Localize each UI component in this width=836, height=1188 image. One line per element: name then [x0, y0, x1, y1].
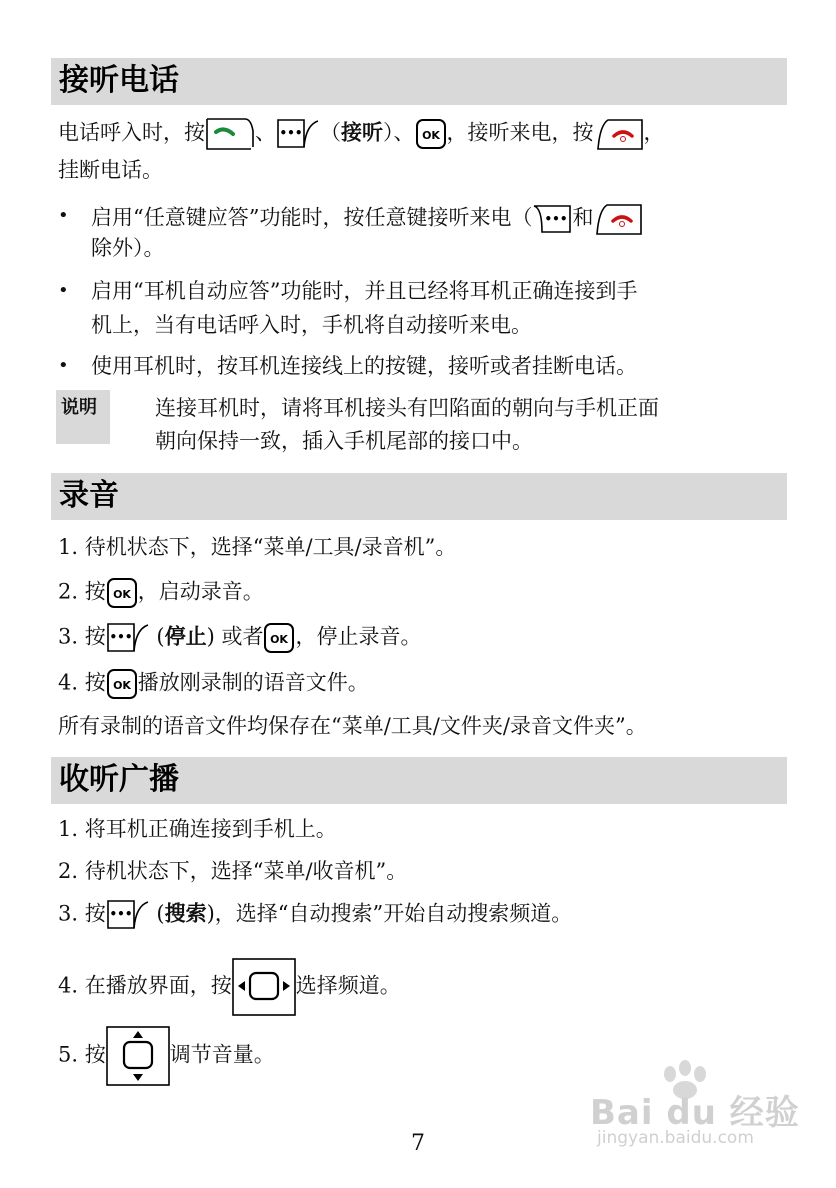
text: ，接听来电，按: [446, 120, 594, 145]
bullet-dot: •: [58, 280, 69, 301]
record-step-1: 1. 待机状态下，选择“菜单/工具/录音机”。: [58, 535, 457, 559]
left-soft-key-icon: [106, 621, 150, 655]
svg-text:•••: •••: [109, 630, 133, 644]
text: 调节音量。: [169, 1042, 275, 1067]
text: ，停止录音。: [295, 624, 422, 649]
text: 、: [255, 120, 276, 145]
text: ）、: [383, 120, 415, 145]
answer-intro-line2: 挂断电话。: [58, 158, 163, 182]
page-number: 7: [411, 1131, 425, 1156]
text: (: [149, 624, 165, 649]
svg-text:•••: •••: [544, 212, 568, 226]
svg-text:•••: •••: [279, 126, 303, 140]
record-step-2: [58, 577, 264, 609]
text: 3. 按: [58, 624, 106, 649]
section-header-record: [51, 473, 787, 520]
ok-key-icon: [415, 118, 447, 150]
text: 4. 在播放界面，按: [58, 973, 232, 998]
svg-text:OK: OK: [112, 679, 131, 692]
left-soft-key-icon: [106, 898, 150, 932]
svg-text:OK: OK: [112, 588, 131, 601]
call-key-icon: [205, 117, 255, 151]
text: ，: [643, 120, 665, 145]
bullet-dot: •: [58, 205, 69, 226]
svg-text:OK: OK: [270, 633, 289, 646]
text: 启用“任意键应答”功能时，按任意键接听来电（: [91, 205, 533, 230]
text-bold: 停止: [164, 623, 207, 649]
section-header-radio: [51, 757, 787, 804]
record-step-3: [58, 621, 421, 655]
bullet1-line1: [91, 202, 643, 236]
record-footer: 所有录制的语音文件均保存在“菜单/工具/文件夹/录音文件夹”。: [58, 714, 647, 738]
bullet-dot: •: [58, 355, 69, 376]
text: 和: [572, 205, 594, 230]
text: 播放刚录制的语音文件。: [137, 670, 369, 695]
radio-step-3: [58, 898, 572, 932]
bullet3: 使用耳机时，按耳机连接线上的按键，接听或者挂断电话。: [91, 354, 637, 378]
ok-key-icon: [106, 668, 138, 700]
nav-left-right-icon: [232, 958, 296, 1016]
section-title: 接听电话: [59, 63, 179, 98]
nav-up-down-icon: [106, 1026, 170, 1086]
text: )，选择“自动搜索”开始自动搜索频道。: [206, 901, 573, 926]
text: (: [149, 901, 165, 926]
radio-step-5: [58, 1026, 275, 1086]
note-label: 说明: [61, 397, 97, 418]
watermark-url: jingyan.baidu.com: [597, 1128, 754, 1148]
note-line1: 连接耳机时，请将耳机接头有凹陷面的朝向与手机正面: [155, 396, 659, 420]
section-title: 录音: [59, 478, 119, 513]
svg-text:•••: •••: [109, 907, 133, 921]
text-bold: 搜索: [164, 900, 207, 926]
bullet2-line1: 启用“耳机自动应答”功能时，并且已经将耳机正确连接到手: [91, 279, 638, 303]
text: 4. 按: [58, 670, 106, 695]
section-title: 收听广播: [59, 762, 179, 797]
text: 选择频道。: [295, 973, 401, 998]
text: 2. 按: [58, 579, 106, 604]
bullet1-line2: 除外）。: [91, 236, 165, 260]
text: 5. 按: [58, 1042, 106, 1067]
left-soft-key-icon: [276, 117, 320, 151]
record-step-4: [58, 668, 369, 700]
radio-step-2: 2. 待机状态下，选择“菜单/收音机”。: [58, 859, 408, 883]
ok-key-icon: [106, 577, 138, 609]
radio-step-1: 1. 将耳机正确连接到手机上。: [58, 817, 337, 841]
text: ) 或者: [206, 624, 264, 649]
text: ，启动录音。: [137, 579, 264, 604]
left-soft-key-icon: [532, 202, 572, 236]
svg-text:OK: OK: [421, 129, 440, 142]
section-header-answer: [51, 58, 787, 105]
ok-key-icon: [263, 622, 295, 654]
answer-intro-line: [58, 117, 665, 151]
text: 电话呼入时，按: [58, 120, 205, 145]
note-label-box: [56, 390, 110, 444]
note-line2: 朝向保持一致，插入手机尾部的接口中。: [155, 429, 533, 453]
text: 3. 按: [58, 901, 106, 926]
bullet2-line2: 机上，当有电话呼入时，手机将自动接听来电。: [91, 313, 532, 337]
watermark-brand: Bai du 经验: [590, 1093, 800, 1133]
text: （: [320, 120, 341, 145]
radio-step-4: [58, 958, 401, 1016]
text-bold: 接听: [341, 119, 383, 145]
end-key-icon: [594, 117, 644, 151]
end-key-icon: [593, 202, 643, 236]
